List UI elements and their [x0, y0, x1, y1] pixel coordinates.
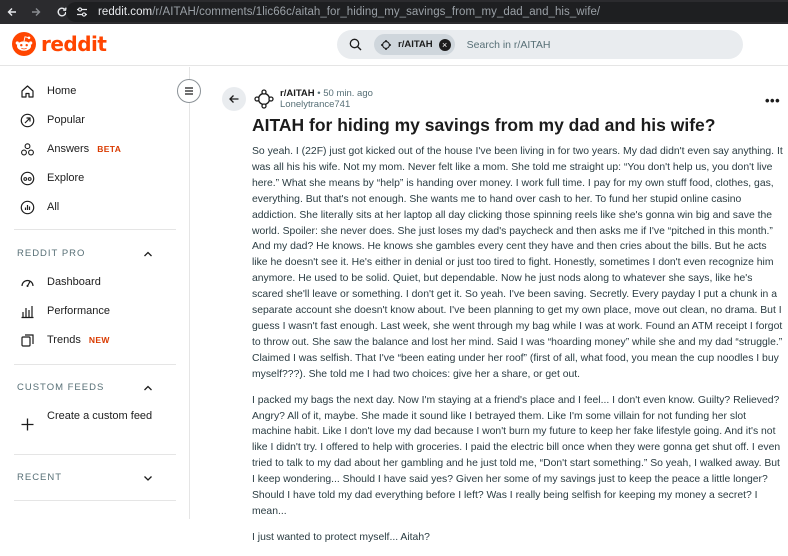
chip-label: r/AITAH: [398, 39, 433, 50]
new-badge: NEW: [88, 335, 110, 345]
recent-section-header[interactable]: [17, 472, 153, 483]
post-author[interactable]: Lonelytrance741: [280, 99, 351, 110]
sidebar-item-performance[interactable]: [20, 301, 110, 321]
sidebar-divider: [14, 454, 176, 455]
plus-icon: [20, 417, 35, 432]
post-time: 50 min. ago: [323, 88, 373, 99]
sidebar-item-label: Popular: [47, 114, 85, 126]
sidebar-item-label: All: [47, 201, 60, 213]
beta-badge: BETA: [97, 144, 122, 154]
url-text: [98, 6, 600, 18]
sidebar-item-label: Home: [47, 85, 77, 97]
dashboard-icon: [20, 275, 35, 290]
post-meta: [280, 88, 373, 111]
create-custom-feed-button[interactable]: [20, 409, 157, 432]
chevron-down-icon: [143, 473, 153, 483]
left-sidebar: [0, 67, 190, 519]
menu-icon: [183, 85, 195, 97]
trends-icon: [20, 333, 35, 348]
collapse-sidebar-button[interactable]: [177, 79, 201, 103]
create-feed-label: Create a custom feed: [47, 410, 153, 422]
subreddit-link[interactable]: r/AITAH: [280, 88, 315, 99]
performance-icon: [20, 304, 35, 319]
all-icon: [20, 200, 35, 215]
sidebar-divider: [14, 364, 176, 365]
search-bar[interactable]: [337, 30, 743, 59]
search-icon: [349, 38, 362, 51]
address-bar[interactable]: [66, 2, 788, 22]
search-placeholder: Search in r/AITAH: [466, 38, 551, 51]
sidebar-item-home[interactable]: [20, 81, 76, 101]
post-body: [252, 144, 784, 556]
sidebar-item-label: Performance: [47, 305, 110, 317]
meta-separator: •: [317, 88, 321, 99]
home-icon: [20, 84, 35, 99]
reddit-pro-section-header[interactable]: [17, 248, 153, 259]
subreddit-avatar-icon[interactable]: [253, 88, 275, 110]
browser-toolbar: [0, 0, 788, 24]
post-title: AITAH for hiding my savings from my dad and his wife?: [252, 115, 716, 135]
post-meta-row: [280, 88, 373, 99]
back-arrow-icon: [228, 93, 240, 105]
popular-icon: [20, 113, 35, 128]
url-path: /r/AITAH/comments/1lic66c/aitah_for_hiding_my_savings_from_my_dad_and_his_wife/: [152, 6, 601, 18]
post-paragraph: So yeah. I (22F) just got kicked out of the house I've been living in for two years. My dad didn't even say anything. It was all his his wife. Not my mom. Never felt like a mom. She told me straight up: “You don't help us, you don't live here.” What she means by “help” is handing over money. I work full time. I pay for my own stuff food, clothes, gas, everything. But that's not enough. She wants me to hand over cash to her. To fund her stupid online casino addiction. She literally sits at her laptop all day clicking those spinning reels like she's gonna win big and save the world. Spoiler: she never does. She just loses my dad's paycheck and then asks me if I've “pitched in this month.” And my dad? He knows. He knows she gambles every cent they have and then cries about the bills. But he acts like he doesn't see it. He's either in denial or just too tired to fight. Honestly, sometimes I don't even recognize him anymore. He used to be solid. Quiet, but dependable. Now he just nods along to whatever she says, like he's scared she'll leave or something. I don't get it. So yeah. I've been saving. Secretly. Every payday I put a chunk in a separate account she doesn't know about. I've been planning to get my own place, move out clean, no drama. But I guess I wasn't fast enough. Last week, she went through my bag while I was at work. Found an ATM receipt I forgot to throw out. She saw the balance and lost her mind. Said I was “hoarding money” while she and my dad “struggle.” Claimed I was selfish. That I've “been eating under her roof” (first of all, what food, you mean the cup noodles I buy myself???). She told me I had two choices: give her a share, or get out.: [252, 146, 783, 380]
sidebar-item-trends[interactable]: [20, 330, 110, 350]
sidebar-item-answers[interactable]: [20, 139, 121, 159]
custom-feeds-section-header[interactable]: [17, 382, 153, 393]
chevron-up-icon: [143, 249, 153, 259]
logo-wordmark: reddit: [41, 32, 107, 56]
subreddit-search-chip[interactable]: [374, 34, 455, 55]
close-icon[interactable]: ×: [439, 39, 451, 51]
sidebar-item-dashboard[interactable]: [20, 272, 101, 292]
back-arrow-icon[interactable]: [4, 4, 20, 20]
url-domain: reddit.com: [98, 6, 153, 18]
post-paragraph: I just wanted to protect myself... Aitah?: [252, 531, 430, 543]
sidebar-item-label: Trends: [47, 334, 81, 346]
section-title: REDDIT PRO: [17, 248, 86, 259]
forward-arrow-icon[interactable]: [28, 4, 44, 20]
sidebar-item-explore[interactable]: [20, 168, 84, 188]
sidebar-item-label: Dashboard: [47, 276, 101, 288]
reddit-snoo-icon: [12, 32, 36, 56]
reddit-header: [0, 24, 788, 66]
sidebar-divider: [14, 500, 176, 501]
section-title: CUSTOM FEEDS: [17, 382, 105, 393]
sidebar-divider: [14, 229, 176, 230]
more-options-icon[interactable]: •••: [765, 93, 781, 108]
post-paragraph: I packed my bags the next day. Now I'm staying at a friend's place and I feel... I don't even know. Guilty? Relieved? Angry? All of it, maybe. She made it sound like I betrayed them. Like I'm some villain for not funding her slot machine habit. Like I don't love my dad because I won't burn my future to keep her fake lifestyle going. And it's not like I didn't try. I offered to help with groceries. I paid the electric bill once when they were gonna get shut off. I even tried to talk to my dad about her gambling and he just told me, “Don't start something.” So yeah, I walked away. But I keep wondering... Should I have said yes? Given her some of my savings just to keep the peace a little longer? Should I have told my dad everything before I left? Was I really being selfish for keeping my money a secret? I mean...: [252, 394, 781, 517]
subreddit-icon: [380, 39, 392, 51]
chevron-up-icon: [143, 383, 153, 393]
answers-icon: [20, 142, 35, 157]
reddit-logo[interactable]: [12, 32, 106, 56]
sidebar-item-label: Answers: [47, 143, 90, 155]
sidebar-item-all[interactable]: [20, 197, 59, 217]
sidebar-item-label: Explore: [47, 172, 85, 184]
sidebar-item-popular[interactable]: [20, 110, 85, 130]
site-info-icon[interactable]: [76, 6, 88, 18]
explore-icon: [20, 171, 35, 186]
back-button[interactable]: [222, 87, 246, 111]
section-title: RECENT: [17, 472, 63, 483]
